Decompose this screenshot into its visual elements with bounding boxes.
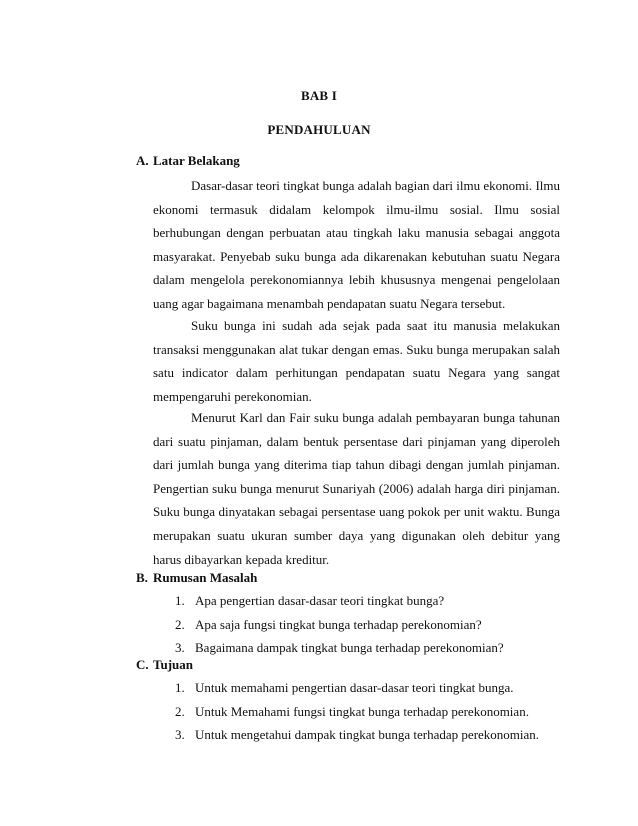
list-item-number: 2. [175,616,185,632]
section-a-title: Latar Belakang [153,153,240,168]
list-item [175,676,539,700]
list-item [175,636,504,660]
section-c-letter: C. [136,657,149,672]
section-b-title: Rumusan Masalah [153,570,258,585]
chapter-title: PENDAHULUAN [267,122,371,137]
paragraph-2: Suku bunga ini sudah ada sejak pada saat itu manusia melakukan transaksi menggunakan alat tukar dengan emas. Suku bunga merupakan salah satu indicator dalam perhitungan pendapatan suatu Negara yang sangat mempengaruhi perekonomian. [153,318,560,404]
section-b-letter: B. [136,570,148,585]
list-item-number: 3. [175,640,185,656]
chapter-number: BAB I [300,88,338,103]
list-item-text: Untuk Memahami fungsi tingkat bunga terhadap perekonomian. [195,703,529,719]
section-a-heading [136,153,240,169]
section-c-title: Tujuan [153,657,193,672]
list-item-number: 3. [175,727,185,743]
tujuan-list [175,676,539,747]
section-c-heading [136,657,193,673]
paragraph-1: Dasar-dasar teori tingkat bunga adalah bagian dari ilmu ekonomi. Ilmu ekonomi termasuk didalam kelompok ilmu-ilmu sosial. Ilmu sosial berhubungan dengan perbuatan atau tingkah laku manusia sebagai anggota masyarakat. Penyebab suku bunga ada dikarenakan kebutuhan suatu Negara dalam mengelola perekonomiannya lebih khususnya mengenai pengelolaan uang agar bagaimana menambah pendapatan suatu Negara tersebut. [153,178,560,311]
list-item-number: 1. [175,680,185,695]
section-a-letter: A. [136,153,149,168]
list-item [175,723,539,747]
list-item-text: Apa pengertian dasar-dasar teori tingkat bunga? [195,593,445,608]
list-item-text: Untuk mengetahui dampak tingkat bunga terhadap perekonomian. [195,727,540,743]
list-item-text: Apa saja fungsi tingkat bunga terhadap perekonomian? [195,616,482,632]
list-item [175,700,539,724]
list-item-number: 1. [175,593,185,608]
list-item-number: 2. [175,703,185,719]
rumusan-masalah-list [175,589,504,660]
list-item [175,589,504,613]
list-item [175,613,504,637]
list-item-text: Untuk memahami pengertian dasar-dasar teori tingkat bunga. [195,680,514,695]
list-item-text: Bagaimana dampak tingkat bunga terhadap perekonomian? [195,640,504,656]
paragraph-3: Menurut Karl dan Fair suku bunga adalah pembayaran bunga tahunan dari suatu pinjaman, dalam bentuk persentase dari pinjaman yang diperoleh dari jumlah bunga yang diterima tiap tahun dibagi dengan jumlah pinjaman. Pengertian suku bunga menurut Sunariyah (2006) adalah harga diri pinjaman. Suku bunga dinyatakan sebagai persentase uang pokok per unit waktu. Bunga merupakan suatu ukuran sumber daya yang digunakan oleh debitur yang harus dibayarkan kepada kreditur. [153,410,560,567]
section-b-heading [136,570,257,586]
